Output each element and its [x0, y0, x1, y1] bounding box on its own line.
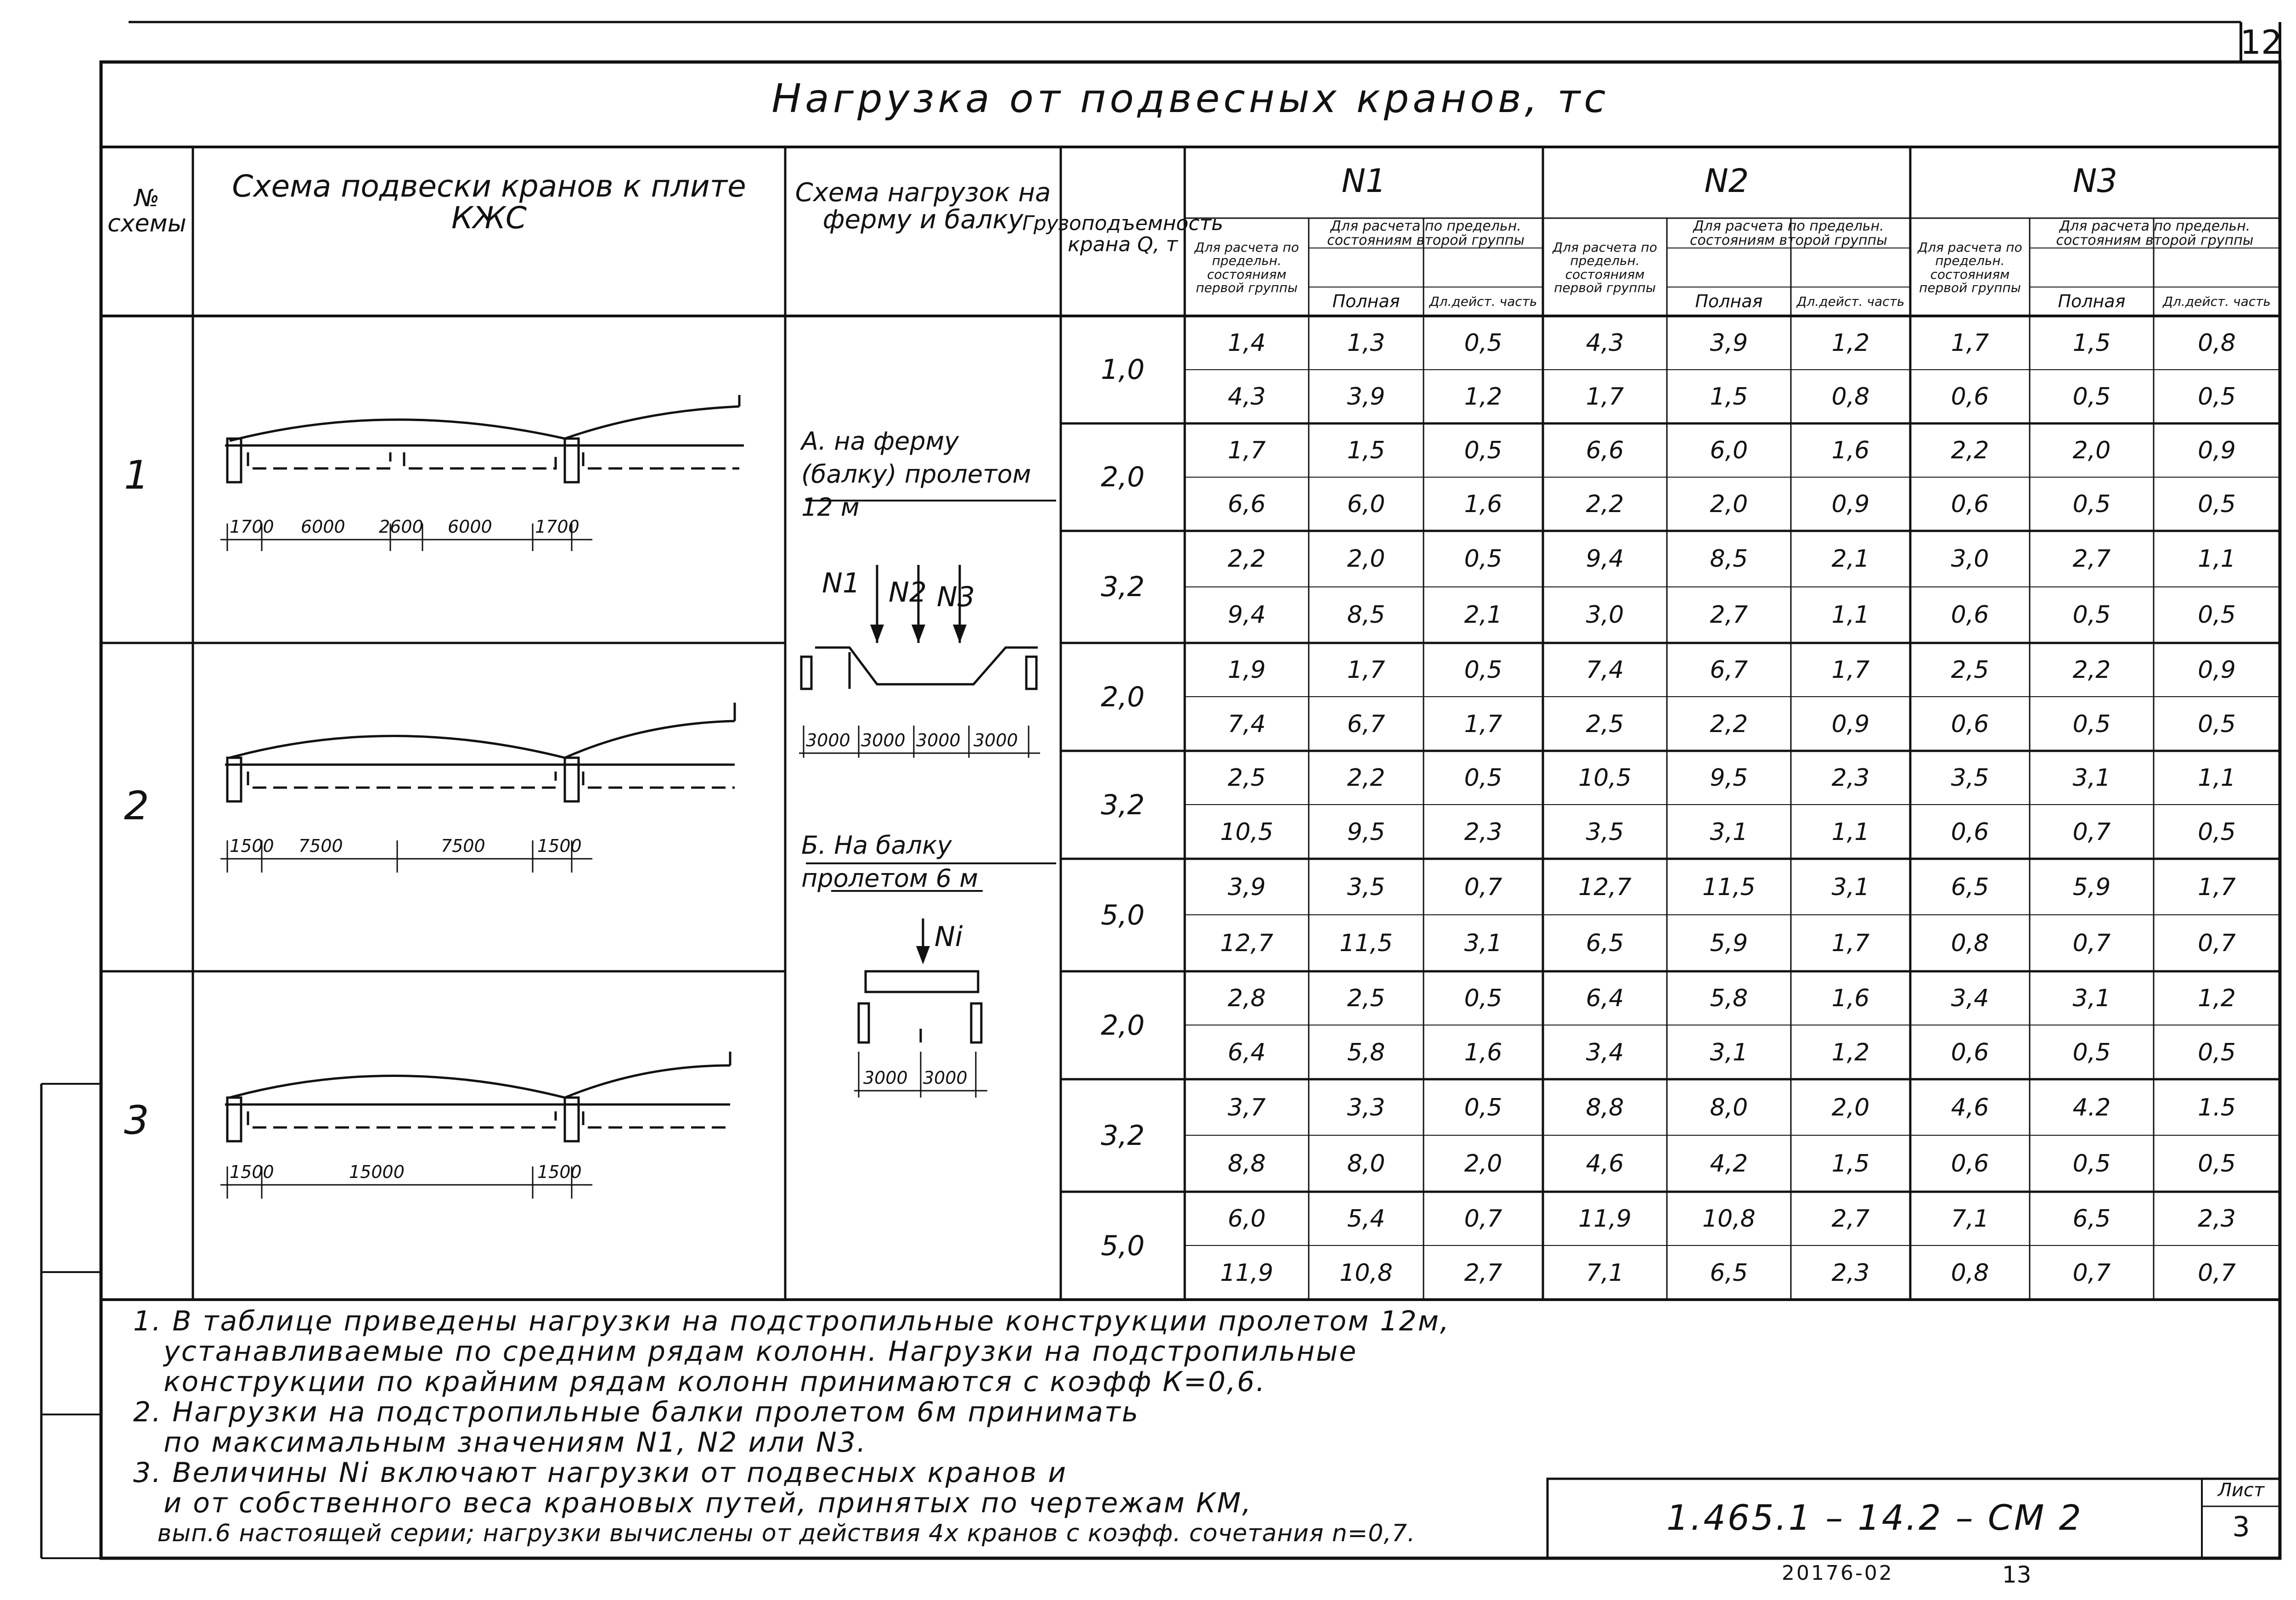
sheet-corner-number: 12 [2240, 23, 2282, 62]
crane-capacity-value: 5,0 [1101, 899, 1145, 931]
subheader-first-group: Для расчета по предельн. состояниям первой группы [1918, 239, 2022, 295]
load-value-cell: 2,7 [1710, 601, 1748, 629]
load-value-cell: 1,6 [1464, 1038, 1503, 1066]
load-value-cell: 10,8 [1339, 1259, 1393, 1287]
load-value-cell: 0,5 [1464, 1093, 1503, 1121]
load-value-cell: 3,9 [1710, 329, 1748, 357]
crane-capacity-value: 5,0 [1101, 1229, 1145, 1262]
load-value-cell: 3,1 [2072, 985, 2111, 1012]
load-value-cell: 0,5 [1464, 545, 1503, 573]
load-value-cell: 0,7 [2198, 1259, 2236, 1287]
load-value-cell: 2,2 [1586, 490, 1624, 518]
header-group-n1: N1 [1341, 162, 1386, 200]
load-value-cell: 2,5 [1347, 985, 1385, 1012]
load-value-cell: 2,3 [1831, 1259, 1870, 1287]
load-value-cell: 6,0 [1710, 436, 1748, 464]
note-line: 3. Величины Ni включают нагрузки от подвесных кранов и [133, 1457, 1068, 1489]
load-value-cell: 1,7 [1951, 329, 1989, 357]
load-value-cell: 0,5 [1464, 436, 1503, 464]
subheader-long-term: Дл.дейст. часть [1796, 294, 1905, 310]
load-value-cell: 6,0 [1347, 490, 1385, 518]
dimension-label: 1500 [537, 1162, 582, 1182]
load-value-cell: 0,8 [1951, 1259, 1989, 1287]
load-value-cell: 2,2 [2072, 656, 2111, 684]
load-value-cell: 3,7 [1227, 1093, 1266, 1121]
crane-capacity-value: 3,2 [1101, 789, 1145, 821]
load-value-cell: 2,2 [1227, 545, 1266, 573]
load-value-cell: 0,5 [2198, 1150, 2236, 1177]
load-value-cell: 6,7 [1347, 710, 1385, 738]
load-value-cell: 5,8 [1710, 985, 1748, 1012]
drawing-code: 1.465.1 – 14.2 – СМ 2 [1666, 1497, 2083, 1538]
load-value-cell: 1.5 [2198, 1093, 2236, 1121]
load-value-cell: 11,9 [1578, 1205, 1632, 1233]
load-value-cell: 1,6 [1464, 490, 1503, 518]
load-value-cell: 11,5 [1339, 930, 1393, 957]
load-value-cell: 2,5 [1227, 764, 1266, 792]
header-scheme-number: № схемы [107, 185, 186, 237]
dimension-label: 1500 [230, 836, 274, 856]
load-value-cell: 11,9 [1220, 1259, 1273, 1287]
load-value-cell: 0,8 [1831, 383, 1870, 411]
load-value-cell: 7,1 [1951, 1205, 1989, 1233]
load-value-cell: 2,0 [1710, 490, 1748, 518]
subheader-full: Полная [2058, 291, 2126, 312]
load-value-cell: 1,2 [1831, 1038, 1870, 1066]
dimension-label: 2600 [379, 517, 423, 537]
scheme-number: 2 [124, 783, 149, 829]
load-scheme-a-label: А. на ферму (балку) пролетом 12 м [801, 427, 1031, 522]
crane-capacity-value: 1,0 [1101, 354, 1145, 386]
load-value-cell: 0,8 [2198, 329, 2236, 357]
load-value-cell: 1,1 [2198, 764, 2236, 792]
load-value-cell: 0,7 [1464, 1205, 1503, 1233]
load-value-cell: 3,4 [1586, 1038, 1624, 1066]
load-value-cell: 3,0 [1951, 545, 1989, 573]
load-value-cell: 5,9 [2072, 873, 2111, 901]
load-value-cell: 4,6 [1951, 1093, 1989, 1121]
load-value-cell: 4,2 [1710, 1150, 1748, 1177]
load-value-cell: 1,2 [1831, 329, 1870, 357]
load-value-cell: 3,3 [1347, 1093, 1385, 1121]
crane-capacity-value: 2,0 [1101, 1009, 1145, 1042]
load-value-cell: 0,7 [2198, 930, 2236, 957]
load-value-cell: 1,7 [1831, 656, 1870, 684]
load-value-cell: 2,3 [2198, 1205, 2236, 1233]
load-value-cell: 8,8 [1586, 1093, 1624, 1121]
note-line: 1. В таблице приведены нагрузки на подстропильные конструкции пролетом 12м, [133, 1305, 1450, 1337]
force-label: N3 [937, 581, 975, 613]
load-value-cell: 2,8 [1227, 985, 1266, 1012]
load-value-cell: 6,4 [1227, 1038, 1266, 1066]
load-value-cell: 6,6 [1227, 490, 1266, 518]
load-value-cell: 0,6 [1951, 601, 1989, 629]
load-value-cell: 0,6 [1951, 1150, 1989, 1177]
load-value-cell: 1,1 [2198, 545, 2236, 573]
subheader-second-group: Для расчета по предельн. состояниям второй группы [1690, 218, 1887, 248]
dimension-label: 3000 [863, 1068, 908, 1088]
load-value-cell: 0,5 [2198, 490, 2236, 518]
dimension-label: 7500 [441, 836, 485, 856]
load-value-cell: 0,7 [1464, 873, 1503, 901]
note-line: по максимальным значениям N1, N2 или N3. [133, 1426, 867, 1459]
dimension-label: 1700 [535, 517, 580, 537]
sheet-number: 3 [2232, 1511, 2250, 1543]
load-value-cell: 3,5 [1347, 873, 1385, 901]
force-label: N1 [822, 567, 861, 599]
force-label: Ni [934, 921, 963, 953]
load-value-cell: 6,7 [1710, 656, 1748, 684]
sheet-label: Лист [2217, 1480, 2265, 1501]
load-value-cell: 2,7 [2072, 545, 2111, 573]
load-value-cell: 3,1 [1710, 1038, 1748, 1066]
load-value-cell: 8,0 [1347, 1150, 1385, 1177]
dimension-label: 1500 [537, 836, 582, 856]
load-value-cell: 0,9 [2198, 436, 2236, 464]
load-value-cell: 11,5 [1702, 873, 1756, 901]
load-value-cell: 2,0 [1831, 1093, 1870, 1121]
load-value-cell: 6,6 [1586, 436, 1624, 464]
load-value-cell: 1,1 [1831, 818, 1870, 846]
load-value-cell: 5,8 [1347, 1038, 1385, 1066]
load-value-cell: 0,6 [1951, 383, 1989, 411]
scheme-number: 3 [124, 1098, 149, 1144]
load-value-cell: 1,2 [1464, 383, 1503, 411]
load-value-cell: 0,5 [2072, 1150, 2111, 1177]
load-value-cell: 1,1 [1831, 601, 1870, 629]
dimension-label: 7500 [298, 836, 343, 856]
subheader-full: Полная [1695, 291, 1763, 312]
load-value-cell: 2,0 [1464, 1150, 1503, 1177]
load-value-cell: 3,1 [2072, 764, 2111, 792]
load-value-cell: 1,7 [1464, 710, 1503, 738]
load-value-cell: 1,2 [2198, 985, 2236, 1012]
crane-capacity-value: 3,2 [1101, 571, 1145, 603]
load-value-cell: 10,5 [1220, 818, 1273, 846]
header-load-scheme: Схема нагрузок на ферму и балку [795, 178, 1051, 235]
dimension-label: 1500 [230, 1162, 274, 1182]
load-value-cell: 6,5 [1710, 1259, 1748, 1287]
load-value-cell: 1,5 [1831, 1150, 1870, 1177]
load-value-cell: 9,5 [1710, 764, 1748, 792]
load-value-cell: 2,7 [1464, 1259, 1503, 1287]
load-value-cell: 0,5 [2072, 601, 2111, 629]
load-value-cell: 2,3 [1831, 764, 1870, 792]
load-value-cell: 0,9 [1831, 490, 1870, 518]
load-value-cell: 6,5 [1586, 930, 1624, 957]
load-value-cell: 2,2 [1347, 764, 1385, 792]
load-value-cell: 0,7 [2072, 818, 2111, 846]
load-value-cell: 3,1 [1831, 873, 1870, 901]
load-value-cell: 7,4 [1586, 656, 1624, 684]
load-value-cell: 0,5 [2072, 383, 2111, 411]
note-line: вып.6 настоящей серии; нагрузки вычислены от действия 4х кранов с коэфф. сочетания n=0,7. [133, 1520, 1416, 1547]
load-value-cell: 1,7 [1347, 656, 1385, 684]
load-value-cell: 1,4 [1227, 329, 1266, 357]
load-value-cell: 3,9 [1347, 383, 1385, 411]
dimension-label: 6000 [301, 517, 345, 537]
load-value-cell: 6,0 [1227, 1205, 1266, 1233]
load-value-cell: 1,5 [2072, 329, 2111, 357]
load-value-cell: 0,5 [1464, 764, 1503, 792]
load-value-cell: 9,4 [1586, 545, 1624, 573]
load-value-cell: 6,5 [1951, 873, 1989, 901]
dimension-label: 1700 [230, 517, 274, 537]
page-number: 13 [2002, 1561, 2032, 1588]
table-title: Нагрузка от подвесных кранов, тс [771, 76, 1609, 122]
load-value-cell: 1,7 [1586, 383, 1624, 411]
dimension-label: 3000 [806, 730, 850, 750]
subheader-long-term: Дл.дейст. часть [2163, 294, 2271, 310]
load-value-cell: 3,1 [1710, 818, 1748, 846]
load-value-cell: 0,5 [2198, 383, 2236, 411]
crane-capacity-value: 2,0 [1101, 681, 1145, 713]
dimension-label: 3000 [861, 730, 906, 750]
load-value-cell: 5,4 [1347, 1205, 1385, 1233]
load-value-cell: 4,6 [1586, 1150, 1624, 1177]
load-value-cell: 0,8 [1951, 930, 1989, 957]
load-value-cell: 8,5 [1347, 601, 1385, 629]
load-value-cell: 0,9 [2198, 656, 2236, 684]
load-value-cell: 6,4 [1586, 985, 1624, 1012]
load-value-cell: 8,5 [1710, 545, 1748, 573]
subheader-long-term: Дл.дейст. часть [1429, 294, 1537, 310]
load-value-cell: 5,9 [1710, 930, 1748, 957]
force-label: N2 [889, 576, 927, 608]
load-value-cell: 2,2 [1710, 710, 1748, 738]
load-value-cell: 3,4 [1951, 985, 1989, 1012]
dimension-label: 15000 [349, 1162, 405, 1182]
load-value-cell: 0,5 [2072, 710, 2111, 738]
load-value-cell: 0,6 [1951, 490, 1989, 518]
load-value-cell: 1,3 [1347, 329, 1385, 357]
load-value-cell: 12,7 [1578, 873, 1632, 901]
load-value-cell: 2,2 [1951, 436, 1989, 464]
subheader-first-group: Для расчета по предельн. состояниям первой группы [1194, 239, 1299, 295]
crane-capacity-value: 3,2 [1101, 1119, 1145, 1152]
load-value-cell: 9,4 [1227, 601, 1266, 629]
dimension-label: 3000 [916, 730, 961, 750]
load-value-cell: 1,5 [1710, 383, 1748, 411]
load-value-cell: 4.2 [2072, 1093, 2111, 1121]
load-value-cell: 0,5 [2198, 1038, 2236, 1066]
header-suspension-scheme: Схема подвески кранов к плите КЖС [232, 168, 746, 236]
load-value-cell: 0,7 [2072, 930, 2111, 957]
load-value-cell: 0,6 [1951, 710, 1989, 738]
load-value-cell: 0,5 [1464, 656, 1503, 684]
load-value-cell: 1,7 [2198, 873, 2236, 901]
load-value-cell: 0,5 [1464, 985, 1503, 1012]
load-value-cell: 2,0 [1347, 545, 1385, 573]
load-value-cell: 7,4 [1227, 710, 1266, 738]
load-value-cell: 2,3 [1464, 818, 1503, 846]
subheader-full: Полная [1332, 291, 1400, 312]
load-value-cell: 10,8 [1702, 1205, 1756, 1233]
load-value-cell: 0,7 [2072, 1259, 2111, 1287]
load-value-cell: 4,3 [1227, 383, 1266, 411]
subheader-second-group: Для расчета по предельн. состояниям второй группы [1327, 218, 1525, 248]
load-value-cell: 1,6 [1831, 985, 1870, 1012]
load-value-cell: 1,9 [1227, 656, 1266, 684]
load-value-cell: 0,5 [1464, 329, 1503, 357]
load-value-cell: 1,7 [1831, 930, 1870, 957]
load-value-cell: 2,1 [1831, 545, 1870, 573]
load-value-cell: 8,0 [1710, 1093, 1748, 1121]
load-value-cell: 0,5 [2198, 818, 2236, 846]
load-value-cell: 0,5 [2072, 1038, 2111, 1066]
load-value-cell: 1,5 [1347, 436, 1385, 464]
crane-capacity-value: 2,0 [1101, 461, 1145, 493]
load-value-cell: 7,1 [1586, 1259, 1624, 1287]
load-value-cell: 2,5 [1951, 656, 1989, 684]
load-scheme-b-label: Б. На балку пролетом 6 м [801, 831, 979, 893]
load-value-cell: 1,6 [1831, 436, 1870, 464]
load-value-cell: 3,9 [1227, 873, 1266, 901]
subheader-first-group: Для расчета по предельн. состояниям первой группы [1553, 239, 1657, 295]
note-line: конструкции по крайним рядам колонн принимаются с коэфф К=0,6. [133, 1366, 1266, 1398]
load-value-cell: 0,5 [2198, 710, 2236, 738]
archive-number: 20176-02 [1782, 1561, 1894, 1585]
load-value-cell: 3,5 [1951, 764, 1989, 792]
load-value-cell: 1,7 [1227, 436, 1266, 464]
load-value-cell: 2,0 [2072, 436, 2111, 464]
load-value-cell: 3,1 [1464, 930, 1503, 957]
load-value-cell: 3,0 [1586, 601, 1624, 629]
load-value-cell: 10,5 [1578, 764, 1632, 792]
dimension-label: 6000 [448, 517, 492, 537]
note-line: и от собственного веса крановых путей, принятых по чертежам КМ, [133, 1487, 1253, 1519]
load-value-cell: 8,8 [1227, 1150, 1266, 1177]
header-group-n3: N3 [2073, 162, 2117, 200]
dimension-label: 3000 [923, 1068, 968, 1088]
header-group-n2: N2 [1704, 162, 1749, 200]
header-crane-capacity: Грузоподъемность крана Q, т [1022, 211, 1223, 256]
load-value-cell: 6,5 [2072, 1205, 2111, 1233]
load-value-cell: 4,3 [1586, 329, 1624, 357]
dimension-label: 3000 [974, 730, 1018, 750]
load-value-cell: 9,5 [1347, 818, 1385, 846]
load-value-cell: 0,5 [2072, 490, 2111, 518]
note-line: 2. Нагрузки на подстропильные балки пролетом 6м принимать [133, 1396, 1140, 1428]
load-value-cell: 0,6 [1951, 818, 1989, 846]
subheader-second-group: Для расчета по предельн. состояниям второй группы [2056, 218, 2254, 248]
load-value-cell: 0,5 [2198, 601, 2236, 629]
note-line: устанавливаемые по средним рядам колонн. Нагрузки на подстропильные [133, 1335, 1358, 1368]
load-value-cell: 0,9 [1831, 710, 1870, 738]
load-value-cell: 3,5 [1586, 818, 1624, 846]
load-value-cell: 2,7 [1831, 1205, 1870, 1233]
load-value-cell: 12,7 [1220, 930, 1273, 957]
scheme-number: 1 [124, 452, 149, 498]
load-value-cell: 0,6 [1951, 1038, 1989, 1066]
load-value-cell: 2,1 [1464, 601, 1503, 629]
load-value-cell: 2,5 [1586, 710, 1624, 738]
